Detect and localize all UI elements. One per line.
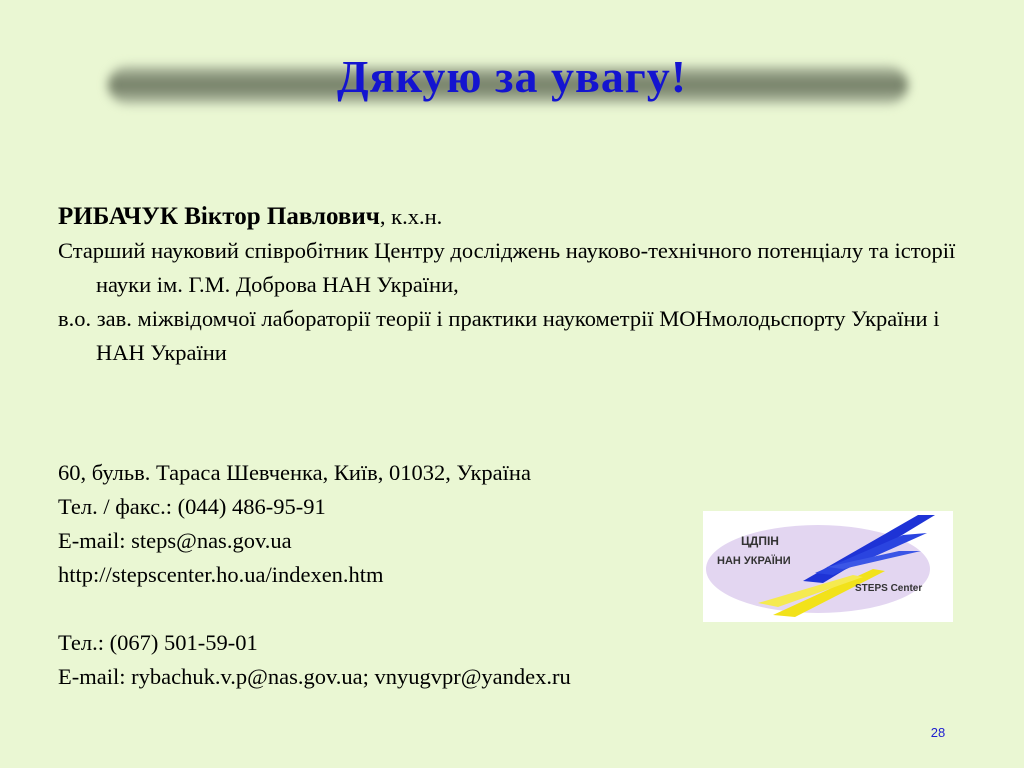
slide-title: Дякую за увагу!	[336, 51, 688, 102]
steps-center-logo	[703, 511, 953, 622]
author-line	[58, 200, 958, 234]
org-email-line: E-mail: steps@nas.gov.ua	[58, 528, 292, 553]
logo-text-2: НАН УКРАЇНИ	[717, 555, 791, 567]
address-line: 60, бульв. Тараса Шевченка, Київ, 01032, Україна	[58, 460, 531, 485]
tel-fax-line: Тел. / факс.: (044) 486-95-91	[58, 494, 326, 519]
website-line: http://stepscenter.ho.ua/indexen.htm	[58, 562, 384, 587]
author-name: РИБАЧУК Віктор Павлович	[58, 203, 380, 230]
author-position-1: Старший науковий співробітник Центру досліджень науково-технічного потенціалу та історії науки ім. Г.М. Доброва НАН України,	[58, 238, 956, 297]
personal-tel-line: Тел.: (067) 501-59-01	[58, 630, 258, 655]
author-degree: , к.х.н.	[379, 204, 443, 229]
logo-brand: STEPS Center	[855, 583, 923, 594]
personal-email-line: E-mail: rybachuk.v.p@nas.gov.ua; vnyugvpr@yandex.ru	[58, 664, 571, 689]
author-position-2: в.о. зав. міжвідомчої лабораторії теорії і практики наукометрії МОНмолодьспорту України і НАН України	[58, 306, 940, 365]
logo-text-1: ЦДПІН	[741, 534, 779, 548]
page-number: 28	[930, 725, 946, 740]
